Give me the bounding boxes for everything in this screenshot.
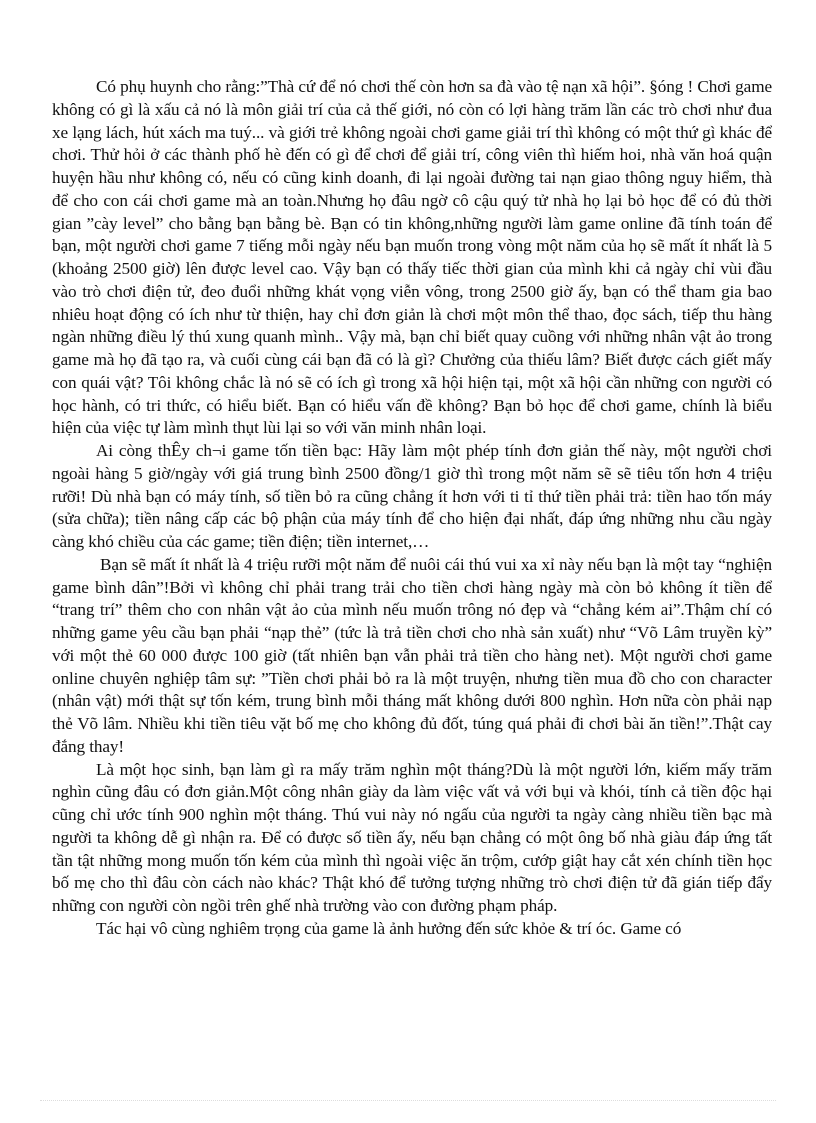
paragraph-4: Là một học sinh, bạn làm gì ra mấy trăm nghìn một tháng?Dù là một người lớn, kiếm mấy trăm nghìn cũng đâu có đơn giản.Một công nhân giày da làm việc vất vả với bụi và khói, tính cả tiền độc hại cũng chỉ ước tính 900 nghìn một tháng. Thú vui này nó ngấu của người ta ngày càng nhiều tiền bạc mà người ta không dễ gì nhận ra. Để có được số tiền ấy, nếu bạn chẳng có một ông bố nhà giàu đáp ứng tất tần tật những mong muốn tốn kém của mình thì ngoài việc ăn trộm, cướp giật hay cắt xén chính tiền học bố mẹ cho thì đâu còn cách nào khác? Thật khó để tưởng tượng những trò chơi điện tử đã gián tiếp đẩy những con người còn ngồi trên ghế nhà trường vào con đường phạm pháp. xyxy=(52,759,772,915)
page-bottom-divider xyxy=(40,1100,776,1101)
paragraph-3: Bạn sẽ mất ít nhất là 4 triệu rưỡi một năm để nuôi cái thú vui xa xỉ này nếu bạn là một tay “nghiện game bình dân”!Bởi vì không chỉ phải trang trải cho tiền chơi hàng ngày mà còn bỏ không ít tiền để “trang trí” thêm cho con nhân vật ảo của mình nếu muốn trông nó đẹp và “chẳng kém ai”.Thậm chí có những game yêu cầu bạn phải “nạp thẻ” (tức là trả tiền chơi cho nhà sản xuất) như “Võ Lâm truyền kỳ” với một thẻ 60 000 được 100 giờ (tất nhiên bạn vẫn phải trả tiền cho hàng net). Một người chơi game online chuyên nghiệp tâm sự: ”Tiền chơi phải bỏ ra là một truyện, nhưng tiền mua đồ cho con character (nhân vật) mới thật sự tốn kém, trung bình mỗi tháng mất không dưới 800 nghìn. Hơn nữa còn phải nạp thẻ Võ lâm. Nhiều khi tiền tiêu vặt bố mẹ cho không đủ đốt, túng quá phải đi chơi bài ăn tiền!”.Thật cay đắng thay! xyxy=(52,554,772,756)
document-body xyxy=(52,76,772,941)
paragraph-2: Ai còng thÊy ch¬i game tốn tiền bạc: Hãy làm một phép tính đơn giản thế này, một người chơi ngoài hàng 5 giờ/ngày với giá trung bình 2500 đồng/1 giờ thì trong một năm sẽ sẽ tiêu tốn hơn 4 triệu rưỡi! Dù nhà bạn có máy tính, số tiền bỏ ra cũng chẳng ít hơn với ti tỉ thứ tiền phải trả: tiền hao tốn máy (sửa chữa); tiền nâng cấp các bộ phận của máy tính để cho hiện đại nhất, đáp ứng những nhu cầu ngày càng khó chiều của các game; tiền điện; tiền internet,… xyxy=(52,441,772,551)
paragraph-5: Tác hại vô cùng nghiêm trọng của game là ảnh hưởng đến sức khỏe & trí óc. Game có xyxy=(96,918,682,938)
paragraph-1: Có phụ huynh cho rằng:”Thà cứ để nó chơi thế còn hơn sa đà vào tệ nạn xã hội”. §óng ! Chơi game không có gì là xấu cả nó là môn giải trí của cả thế giới, nó còn có lợi hàng trăm lần các trò chơi như đua xe lạng lách, hút xách ma tuý... và giới trẻ không ngoài chơi game giải trí thì không có một thứ gì khác để chơi. Thử hỏi ở các thành phố hè đến có gì để chơi để giải trí, công viên thì hiếm hoi, nhà văn hoá quận huyện hầu như không có, nếu có cũng kinh doanh, đi lại ngoài đường tai nạn giao thông nguy hiểm, thà để cho con cái chơi game mà an toàn.Nhưng họ đâu ngờ cô cậu quý tử nhà họ lại bỏ học để có đủ thời gian ”cày level” cho bằng bạn bằng bè. Bạn có tin không,những người làm game online đã tính toán để bạn, một người chơi game 7 tiếng mỗi ngày nếu bạn muốn trong vòng một năm của họ sẽ mất ít nhất là 5 (khoảng 2500 giờ) lên được level cao. Vậy bạn có thấy tiếc thời gian của mình khi cả ngày chỉ vùi đầu vào trò chơi điện tử, đeo đuổi những khát vọng viễn vông, trong 2500 giờ ấy, bạn có thể tham gia bao nhiêu hoạt động có ích như từ thiện, hay chỉ đơn giản là chơi một môn thể thao, đọc sách, tiếp thu hàng ngàn những điều lý thú xung quanh mình.. Vậy mà, bạn chỉ biết quay cuồng với những nhân vật ảo trong game mà họ đã tạo ra, và cuối cùng cái bạn đã có là gì? Chưởng của thiếu lâm? Biết được cách giết mấy con quái vật? Tôi không chắc là nó sẽ có ích gì trong xã hội hiện tại, một xã hội cần những con người có học hành, có tri thức, có hiểu biết. Bạn có hiểu vấn đề không? Bạn bỏ học để chơi game, chính là biểu hiện của việc tự làm mình thụt lùi lại so với văn minh nhân loại. xyxy=(52,77,772,438)
